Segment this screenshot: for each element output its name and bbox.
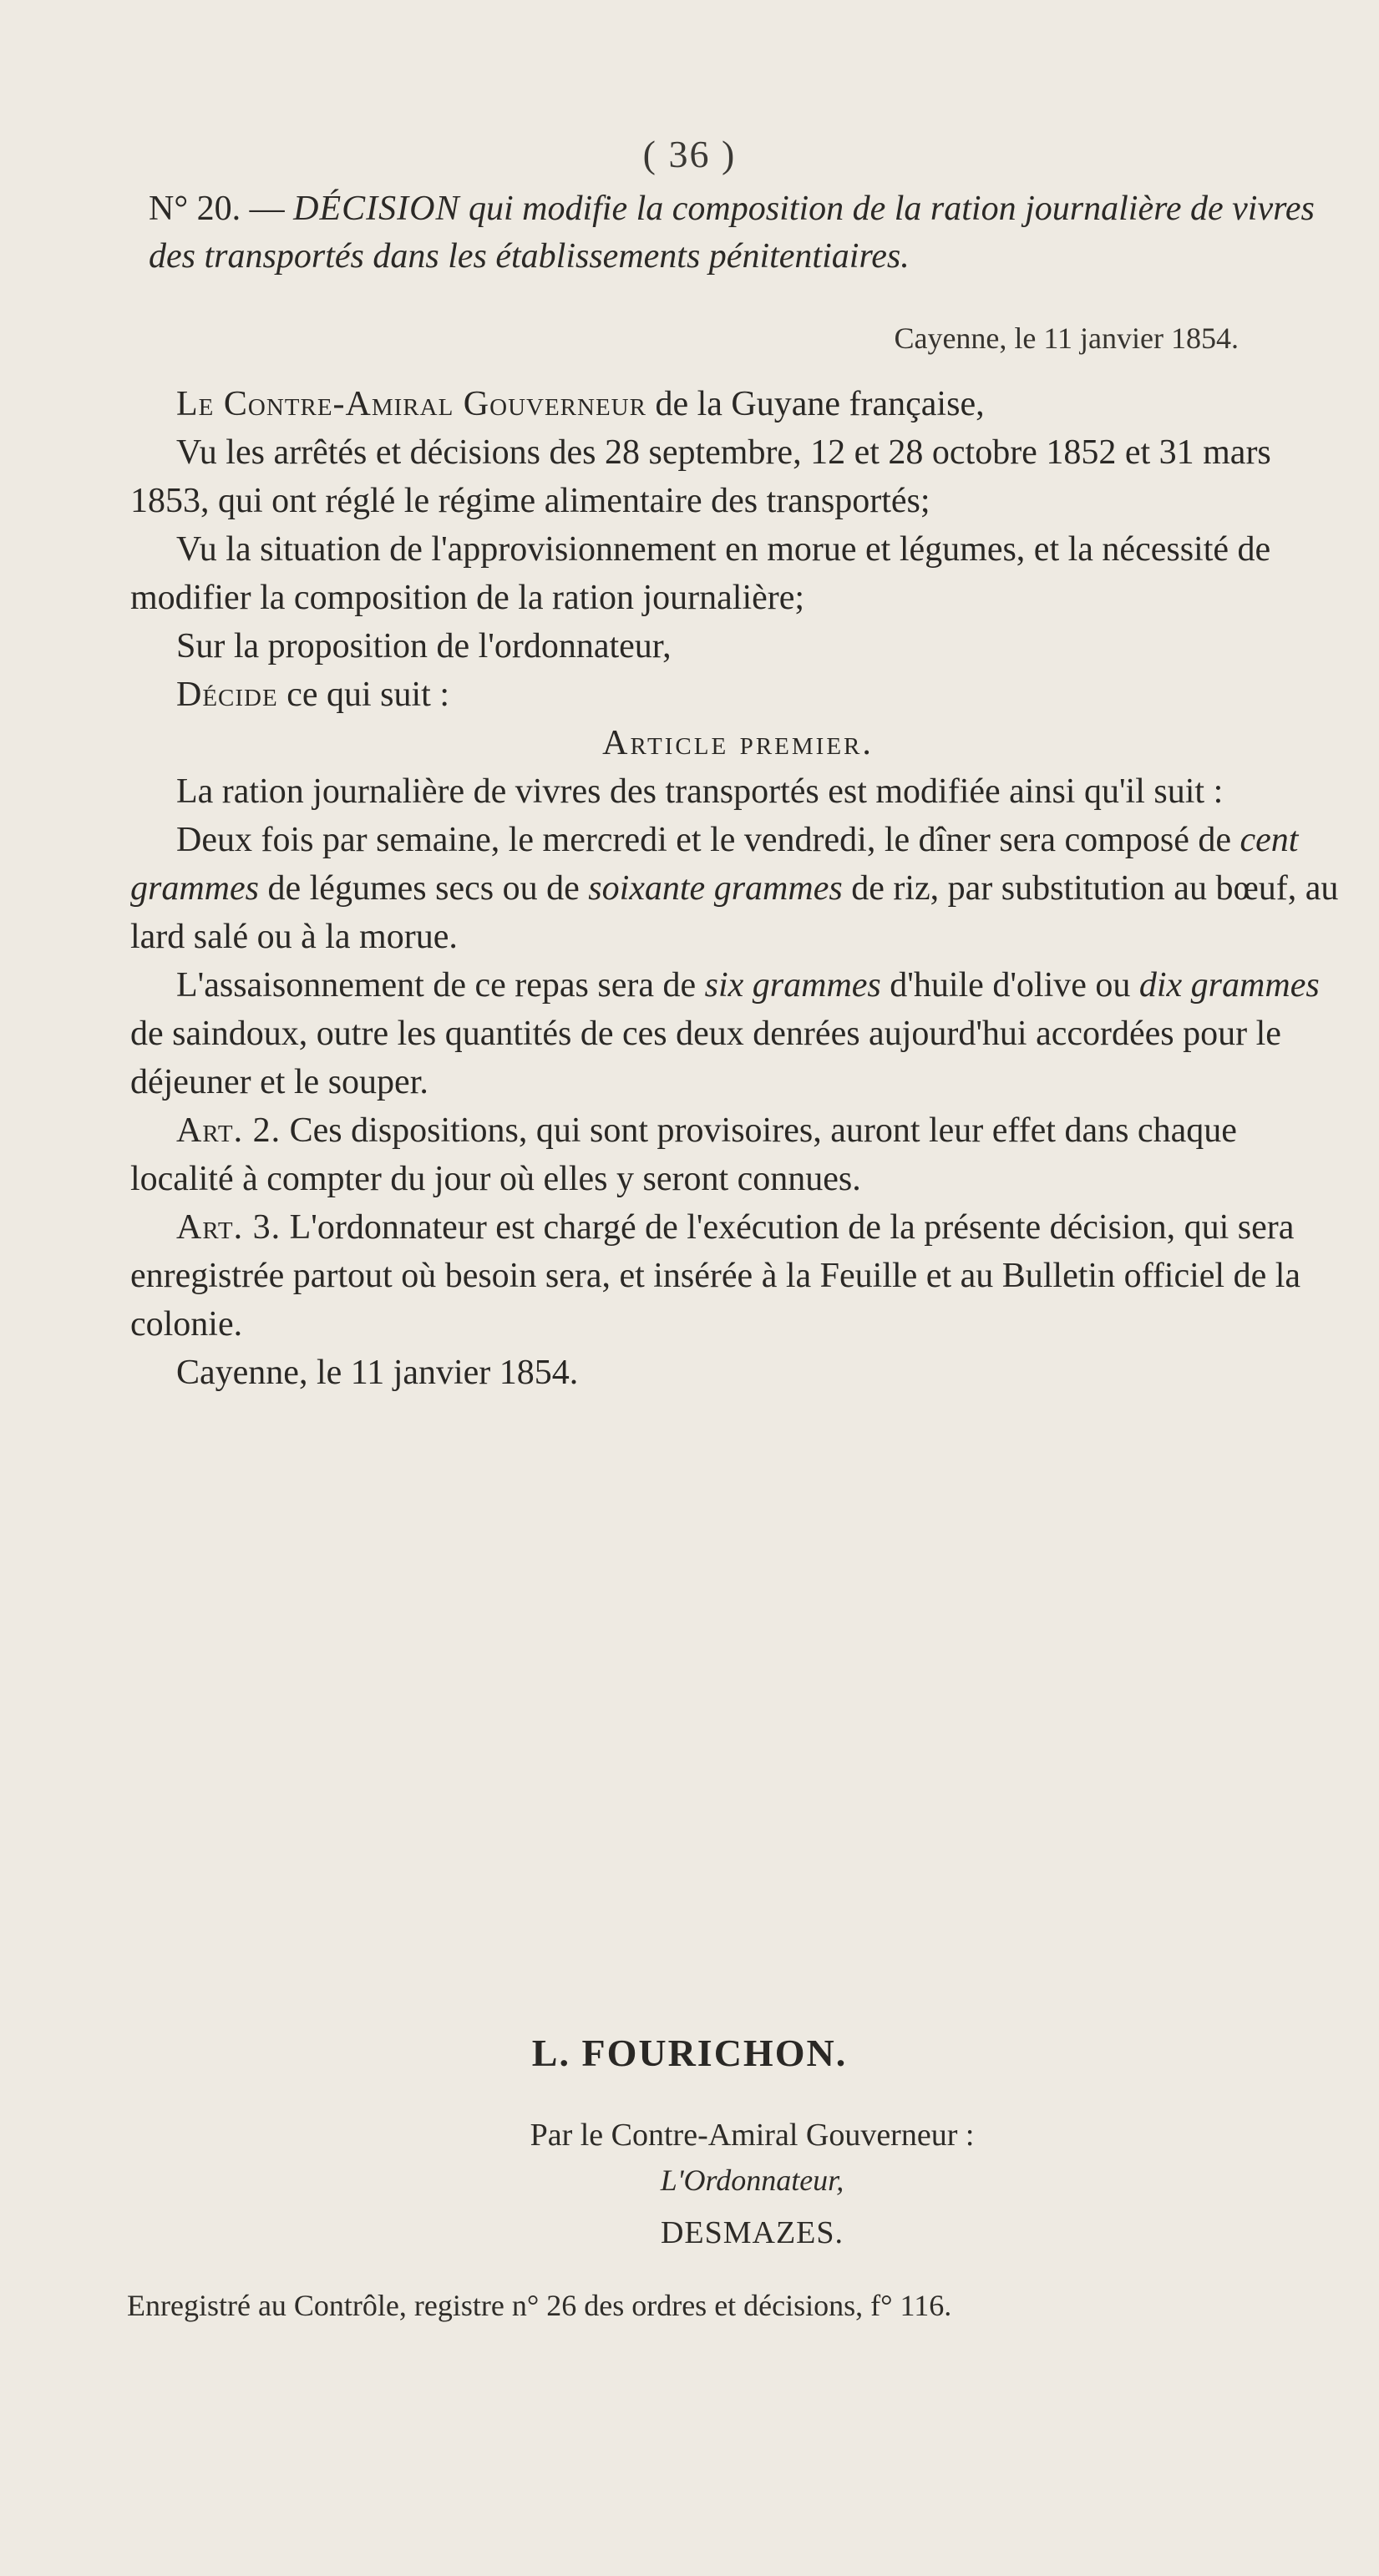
decide-rest: ce qui suit : bbox=[277, 676, 450, 714]
quantity-italic: cent grammes bbox=[130, 821, 1299, 908]
countersignature-name: DESMAZES. bbox=[660, 2215, 844, 2250]
title-decision-word: DÉCISION bbox=[293, 190, 460, 228]
title-subject: qui modifie la composition de la ration journalière de vivres des transportés dans les établissements pénitentiaires. bbox=[149, 190, 1315, 276]
closing-date: Cayenne, le 11 janvier 1854. bbox=[176, 1354, 579, 1392]
signature-by-line: Par le Contre-Amiral Gouverneur : bbox=[530, 2118, 975, 2153]
page-number: ( 36 ) bbox=[642, 133, 737, 175]
signature-role: L'Ordonnateur, bbox=[660, 2164, 844, 2197]
article-3-text: L'ordonnateur est chargé de l'exécution de la présente décision, qui sera enregistrée partout où besoin sera, et insérée à la Feuille et au Bulletin officiel de la colonie. bbox=[130, 1208, 1301, 1344]
quantity-italic: soixante grammes bbox=[588, 869, 843, 908]
text-segment: Deux fois par semaine, le mercredi et le vendredi, le dîner sera composé de bbox=[176, 821, 1240, 859]
text-segment: d'huile d'olive ou bbox=[880, 966, 1139, 1005]
preamble-vu-2: Vu la situation de l'approvisionnement en morue et légumes, et la nécessité de modifier la composition de la ration journalière; bbox=[130, 530, 1271, 617]
decision-number: N° 20. bbox=[149, 190, 241, 228]
article-1-heading: Article premier. bbox=[602, 724, 874, 762]
article-1-paragraph-1: La ration journalière de vivres des transportés est modifiée ainsi qu'il suit : bbox=[176, 772, 1224, 811]
decision-title bbox=[149, 185, 1361, 281]
preamble-vu-1: Vu les arrêtés et décisions des 28 septembre, 12 et 28 octobre 1852 et 31 mars 1853, qui ont réglé le régime alimentaire des transportés; bbox=[130, 433, 1271, 520]
text-segment: de légumes secs ou de bbox=[259, 869, 589, 908]
text-segment: L'assaisonnement de ce repas sera de bbox=[176, 966, 705, 1005]
article-2-text: Ces dispositions, qui sont provisoires, auront leur effet dans chaque localité à compter du jour où elles y seront connues. bbox=[130, 1111, 1237, 1198]
registry-note: Enregistré au Contrôle, registre n° 26 des ordres et décisions, f° 116. bbox=[127, 2289, 952, 2322]
article-2-label: Art. 2. bbox=[176, 1111, 281, 1150]
signature-name: L. FOURICHON. bbox=[531, 2032, 848, 2074]
decide-word: Décide bbox=[176, 676, 278, 714]
preamble-decide bbox=[130, 671, 1346, 719]
text-segment: de riz, par substitution au bœuf, au lard salé ou à la morue. bbox=[130, 869, 1339, 956]
article-1-paragraph-3 bbox=[130, 961, 1346, 1106]
article-3-label: Art. 3. bbox=[176, 1208, 281, 1247]
article-1-paragraph-2 bbox=[130, 816, 1346, 961]
document-body bbox=[130, 380, 1346, 1397]
quantity-italic: six grammes bbox=[704, 966, 881, 1005]
authority-rest: de la Guyane française, bbox=[646, 385, 985, 423]
article-3 bbox=[130, 1203, 1346, 1349]
dateline: Cayenne, le 11 janvier 1854. bbox=[894, 321, 1239, 355]
title-dash: — bbox=[249, 190, 285, 228]
text-segment: de saindoux, outre les quantités de ces deux denrées aujourd'hui accordées pour le déjeuner et le souper. bbox=[130, 1015, 1281, 1101]
article-2 bbox=[130, 1106, 1346, 1203]
preamble-authority bbox=[130, 380, 1346, 428]
quantity-italic: dix grammes bbox=[1138, 966, 1320, 1005]
authority-title: Le Contre-Amiral Gouverneur bbox=[176, 385, 646, 423]
preamble-sur: Sur la proposition de l'ordonnateur, bbox=[176, 627, 672, 666]
